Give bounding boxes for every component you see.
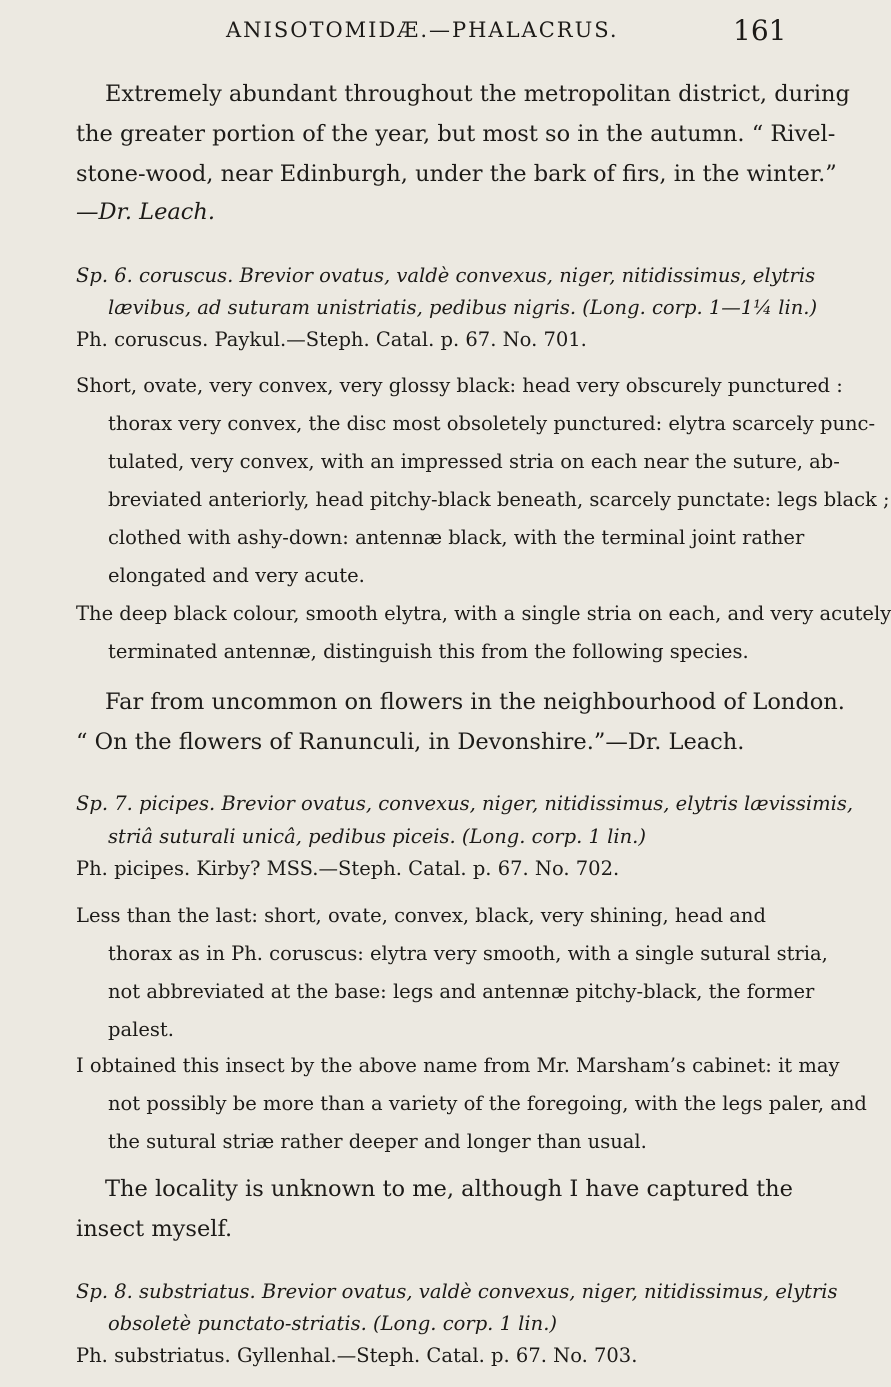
diagnosis-line: Sp. 7. picipes. Brevior ovatus, convexus, niger, nitidissimus, elytris lævissimis, — [76, 792, 854, 815]
diagnosis-line: Sp. 6. coruscus. Brevior ovatus, valdè convexus, niger, nitidissimus, elytris — [76, 264, 816, 287]
text-line: the greater portion of the year, but most so in the autumn. “ Rivel- — [76, 121, 836, 147]
note-line: not possibly be more than a variety of the foregoing, with the legs paler, and — [108, 1092, 867, 1115]
description-line: thorax as in Ph. coruscus: elytra very smooth, with a single sutural stria, — [108, 942, 828, 965]
locality-line: Far from uncommon on flowers in the neighbourhood of London. — [105, 689, 845, 715]
locality-line: insect myself. — [76, 1216, 233, 1242]
description-line: Less than the last: short, ovate, convex, black, very shining, head and — [76, 904, 766, 927]
description-line: Short, ovate, very convex, very glossy black: head very obscurely punctured : — [76, 374, 843, 397]
page-number: 161 — [733, 14, 787, 47]
description-line: tulated, very convex, with an impressed stria on each near the suture, ab- — [108, 450, 840, 473]
text-line: stone-wood, near Edinburgh, under the bark of firs, in the winter.” — [76, 161, 837, 187]
diagnosis-line: lævibus, ad suturam unistriatis, pedibus nigris. (Long. corp. 1—1¼ lin.) — [108, 296, 818, 319]
note-line: the sutural striæ rather deeper and longer than usual. — [108, 1130, 647, 1153]
note-line: The deep black colour, smooth elytra, with a single stria on each, and very acutely — [76, 602, 891, 625]
synonym-line: Ph. picipes. Kirby? MSS.—Steph. Catal. p. 67. No. 702. — [76, 857, 620, 880]
synonym-line: Ph. coruscus. Paykul.—Steph. Catal. p. 67. No. 701. — [76, 328, 587, 351]
locality-line: “ On the flowers of Ranunculi, in Devonshire.”—Dr. Leach. — [76, 729, 745, 755]
locality-line: The locality is unknown to me, although I have captured the — [105, 1176, 793, 1202]
description-line: not abbreviated at the base: legs and antennæ pitchy-black, the former — [108, 980, 815, 1003]
note-line: terminated antennæ, distinguish this from the following species. — [108, 640, 749, 663]
description-line: elongated and very acute. — [108, 564, 365, 587]
text-line: —Dr. Leach. — [76, 199, 216, 225]
diagnosis-line: obsoletè punctato-striatis. (Long. corp. 1 lin.) — [108, 1312, 558, 1335]
synonym-line: Ph. substriatus. Gyllenhal.—Steph. Catal. p. 67. No. 703. — [76, 1344, 638, 1367]
description-line: thorax very convex, the disc most obsoletely punctured: elytra scarcely punc- — [108, 412, 876, 435]
text-line: Extremely abundant throughout the metropolitan district, during — [105, 81, 850, 107]
running-header — [0, 14, 800, 58]
description-line: palest. — [108, 1018, 174, 1041]
note-line: I obtained this insect by the above name from Mr. Marsham’s cabinet: it may — [76, 1054, 840, 1077]
description-line: breviated anteriorly, head pitchy-black beneath, scarcely punctate: legs black ; — [108, 488, 890, 511]
running-title: ANISOTOMIDÆ.—PHALACRUS. — [226, 18, 619, 42]
diagnosis-line: Sp. 8. substriatus. Brevior ovatus, valdè convexus, niger, nitidissimus, elytris — [76, 1280, 838, 1303]
description-line: clothed with ashy-down: antennæ black, with the terminal joint rather — [108, 526, 805, 549]
diagnosis-line: striâ suturali unicâ, pedibus piceis. (Long. corp. 1 lin.) — [108, 825, 646, 848]
